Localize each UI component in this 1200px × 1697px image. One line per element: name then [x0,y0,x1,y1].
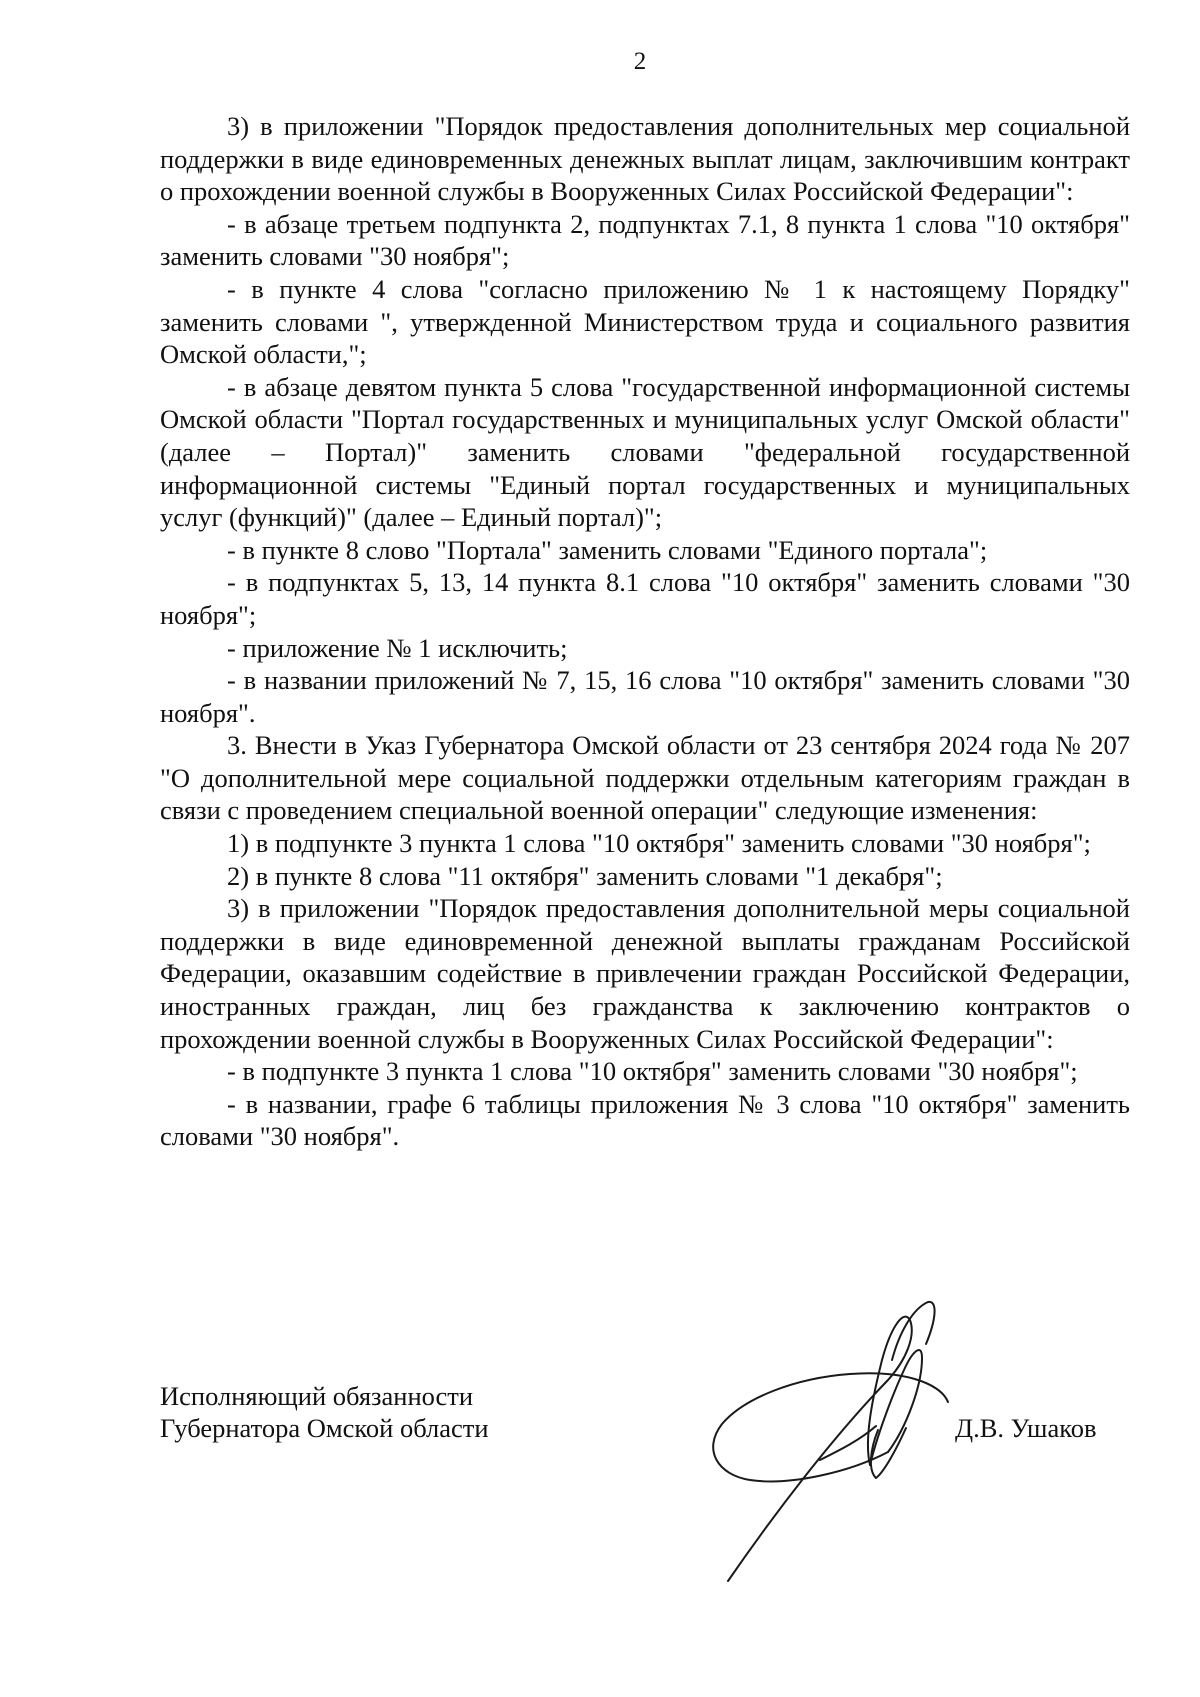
paragraph: 1) в подпункте 3 пункта 1 слова "10 октября" заменить словами "30 ноября"; [227,828,1091,859]
handwritten-signature [700,1300,1020,1590]
paragraph: - в названии приложений № 7, 15, 16 слова "10 октября" заменить словами "30 ноября". [160,665,1130,728]
page-number: 2 [633,48,647,75]
paragraph: 3. Внести в Указ Губернатора Омской области от 23 сентября 2024 года № 207 "О дополнительной мере социальной поддержки отдельным категориям граждан в связи с проведением специальной военной операции" следующие изменения: [160,730,1130,826]
paragraph: 3) в приложении "Порядок предоставления дополнительных мер социальной поддержки в виде единовременных денежных выплат лицам, заключившим контракт о прохождении военной службы в Вооруженных Силах Российской Федерации": [160,111,1130,207]
paragraph: - приложение № 1 исключить; [227,632,568,663]
paragraph: - в пункте 8 слово "Портала" заменить словами "Единого портала"; [227,534,988,565]
signatory-title-line: Губернатора Омской области [160,1413,489,1443]
paragraph: - в подпункте 3 пункта 1 слова "10 октября" заменить словами "30 ноября"; [227,1056,1078,1087]
signatory-title [160,1380,489,1444]
signatory-name: Д.В. Ушаков [955,1413,1097,1443]
paragraph: - в подпунктах 5, 13, 14 пункта 8.1 слова "10 октября" заменить словами "30 ноября"; [160,567,1130,630]
paragraph: 3) в приложении "Порядок предоставления дополнительной меры социальной поддержки в виде единовременной денежной выплаты гражданам Российской Федерации, оказавшим содействие в привлечении граждан Российской Федерации, иностранных граждан, лиц без гражданства к заключению контрактов о прохождении военной службы в Вооруженных Силах Российской Федерации": [160,893,1130,1054]
paragraph: 2) в пункте 8 слова "11 октября" заменить словами "1 декабря"; [227,860,943,891]
signatory-title-line: Исполняющий обязанности [160,1381,474,1411]
paragraph: - в абзаце девятом пункта 5 слова "государственной информационной системы Омской области "Портал государственных и муниципальных услуг Омской области" (далее – Портал)" заменить словами "федеральной государственной информационной системы "Единый портал государственных и муниципальных услуг (функций)" (далее – Единый портал)"; [160,371,1130,533]
paragraph: - в названии, графе 6 таблицы приложения № 3 слова "10 октября" заменить словами "30 ноября". [160,1088,1130,1152]
paragraph: - в абзаце третьем подпункта 2, подпунктах 7.1, 8 пункта 1 слова "10 октября" заменить словами "30 ноября"; [160,208,1130,272]
document-body [160,110,1130,1153]
paragraph: - в пункте 4 слова "согласно приложению № 1 к настоящему Порядку" заменить словами ", утвержденной Министерством труда и социального развития Омской области,"; [160,273,1130,370]
